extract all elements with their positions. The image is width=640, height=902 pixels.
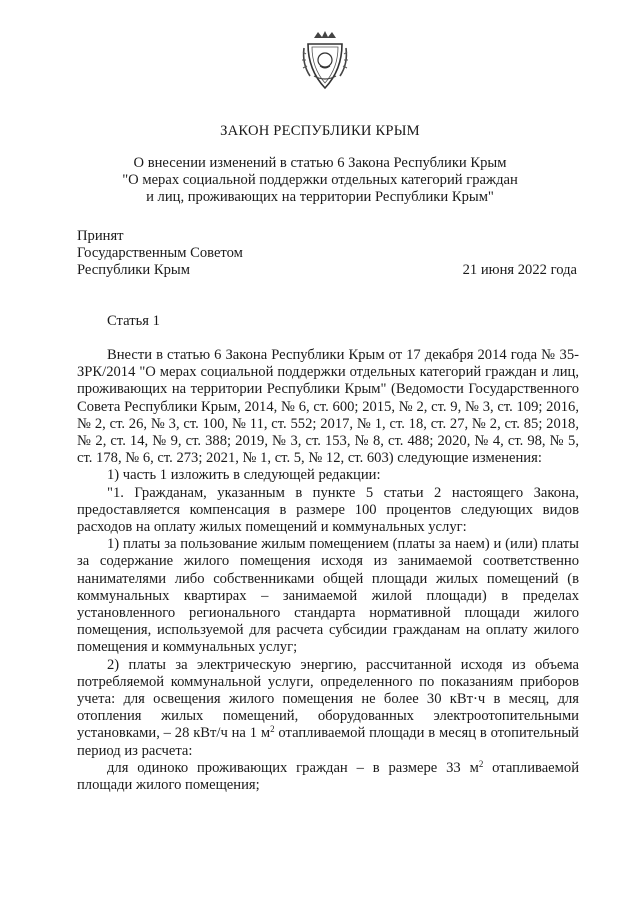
article-heading: Статья 1 bbox=[107, 313, 160, 329]
subtitle-line: "О мерах социальной поддержки отдельных категорий граждан bbox=[122, 172, 518, 189]
coat-of-arms-icon bbox=[300, 30, 350, 92]
paragraph-text: для одиноко проживающих граждан – в размере 33 м bbox=[107, 759, 479, 776]
paragraph: Внести в статью 6 Закона Республики Крым от 17 декабря 2014 года № 35-ЗРК/2014 "О мерах социальной поддержки отдельных категорий граждан и лиц, проживающих на территории Республики Крым" (Ведомости Государственного Совета Республики Крым, 2014, № 6, ст. 600; 2015, № 2, ст. 9, № 3, ст. 109; 2016, № 2, ст. 26, № 3, ст. 100, № 11, ст. 552; 2017, № 1, ст. 18, ст. 27, № 2, ст. 85; 2018, № 2, ст. 14, № 9, ст. 388; 2019, № 3, ст. 153, № 8, ст. 488; 2020, № 4, ст. 98, № 5, ст. 178, № 6, ст. 273; 2021, № 1, ст. 5, № 12, ст. 603) следующие изменения: bbox=[77, 347, 579, 467]
paragraph: 1) часть 1 изложить в следующей редакции: bbox=[107, 467, 381, 484]
paragraph bbox=[77, 657, 579, 760]
adopted-body-region: Республики Крым bbox=[77, 262, 190, 279]
adoption-block bbox=[77, 228, 577, 280]
superscript: 2 bbox=[270, 724, 275, 735]
subtitle-line: и лиц, проживающих на территории Республики Крым" bbox=[146, 189, 494, 206]
adoption-date: 21 июня 2022 года bbox=[462, 262, 577, 279]
paragraph: 1) платы за пользование жилым помещением (платы за наем) и (или) платы за содержание жилого помещения исходя из занимаемой соответственно нанимателями либо собственниками общей площади жилых помещений (в коммунальных квартирах – занимаемой жилой площади) в пределах установленного регионального стандарта нормативной площади жилого помещения, используемой для расчета субсидии гражданам на оплату жилого помещения и коммунальных услуг; bbox=[77, 536, 579, 656]
paragraph-text: 2) платы за электрическую энергию, рассчитанной исходя из объема потребляемой коммунальной услуги, определенного по показаниям приборов учета: для освещения жилого помещения не более 30 кВт·ч в месяц, для отопления жилых помещений, оборудованных электроотопительными установками, – 28 кВт/ч на 1 м bbox=[77, 656, 579, 742]
adopted-row bbox=[77, 262, 577, 279]
superscript: 2 bbox=[478, 758, 484, 769]
paragraph-text: отапливаемой площади в месяц в отопительный период из расчета: bbox=[77, 725, 579, 759]
subtitle-line: О внесении изменений в статью 6 Закона Республики Крым bbox=[133, 155, 507, 171]
law-title: ЗАКОН РЕСПУБЛИКИ КРЫМ bbox=[220, 123, 420, 139]
adopted-body: Государственным Советом bbox=[77, 245, 243, 262]
paragraph-text: отапливаемой площади жилого помещения; bbox=[77, 759, 580, 794]
article-body bbox=[77, 347, 579, 794]
adopted-label: Принят bbox=[77, 228, 124, 244]
paragraph bbox=[77, 760, 579, 794]
law-subtitle bbox=[0, 155, 640, 207]
paragraph: "1. Гражданам, указанным в пункте 5 статьи 2 настоящего Закона, предоставляется компенсация в размере 100 процентов следующих видов расходов на оплату жилых помещений и коммунальных услуг: bbox=[77, 484, 579, 536]
